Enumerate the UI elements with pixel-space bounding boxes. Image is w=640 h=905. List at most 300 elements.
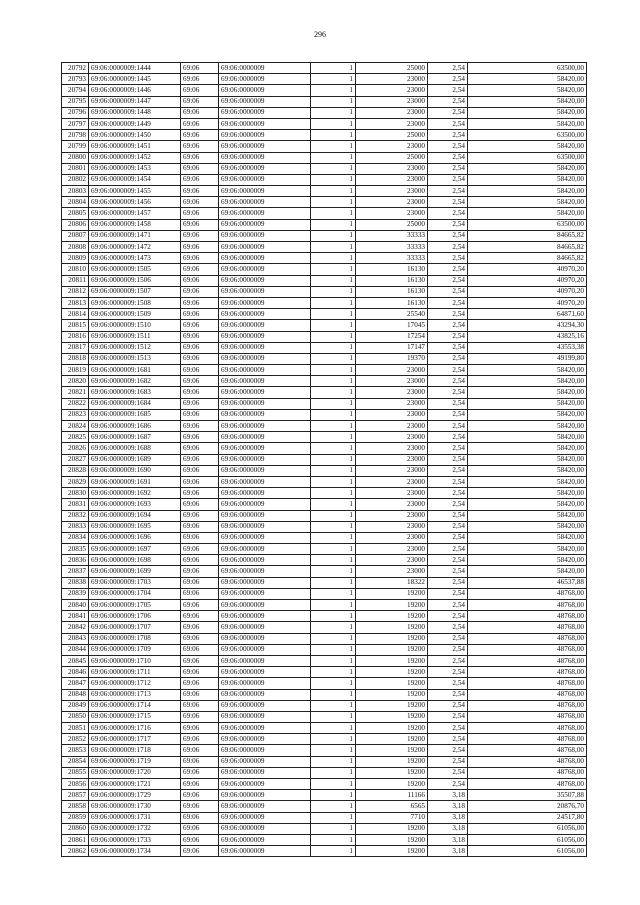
- table-row: [62, 655, 587, 666]
- block-code-cell: 69:06:0000009: [219, 96, 311, 107]
- table-row: [62, 421, 587, 432]
- table-row: [62, 711, 587, 722]
- block-code-cell: 69:06:0000009: [219, 387, 311, 398]
- row-number-cell: 20800: [62, 152, 89, 163]
- rate-cell: 2,54: [428, 510, 468, 521]
- district-code-cell: 69:06: [181, 96, 219, 107]
- quantity-cell: 1: [311, 174, 356, 185]
- row-number-cell: 20797: [62, 118, 89, 129]
- cadastral-number-cell: 69:06:0000009:1699: [89, 566, 181, 577]
- row-number-cell: 20852: [62, 734, 89, 745]
- district-code-cell: 69:06: [181, 734, 219, 745]
- cadastral-number-cell: 69:06:0000009:1681: [89, 365, 181, 376]
- cadastral-number-cell: 69:06:0000009:1714: [89, 700, 181, 711]
- cadastral-number-cell: 69:06:0000009:1711: [89, 667, 181, 678]
- row-number-cell: 20815: [62, 320, 89, 331]
- table-row: [62, 286, 587, 297]
- area-cell: 19200: [356, 622, 428, 633]
- row-number-cell: 20823: [62, 409, 89, 420]
- rate-cell: 3,18: [428, 790, 468, 801]
- value-cell: 58420,00: [468, 398, 587, 409]
- area-cell: 19200: [356, 700, 428, 711]
- quantity-cell: 1: [311, 655, 356, 666]
- value-cell: 48768,00: [468, 678, 587, 689]
- quantity-cell: 1: [311, 432, 356, 443]
- quantity-cell: 1: [311, 544, 356, 555]
- district-code-cell: 69:06: [181, 398, 219, 409]
- rate-cell: 2,54: [428, 767, 468, 778]
- row-number-cell: 20858: [62, 801, 89, 812]
- table-row: [62, 700, 587, 711]
- table-row: [62, 510, 587, 521]
- table-row: [62, 320, 587, 331]
- row-number-cell: 20825: [62, 432, 89, 443]
- cadastral-number-cell: 69:06:0000009:1457: [89, 208, 181, 219]
- row-number-cell: 20805: [62, 208, 89, 219]
- cadastral-number-cell: 69:06:0000009:1716: [89, 723, 181, 734]
- area-cell: 17254: [356, 331, 428, 342]
- block-code-cell: 69:06:0000009: [219, 521, 311, 532]
- value-cell: 46537,88: [468, 577, 587, 588]
- district-code-cell: 69:06: [181, 107, 219, 118]
- quantity-cell: 1: [311, 163, 356, 174]
- district-code-cell: 69:06: [181, 320, 219, 331]
- rate-cell: 2,54: [428, 387, 468, 398]
- district-code-cell: 69:06: [181, 85, 219, 96]
- rate-cell: 3,18: [428, 834, 468, 845]
- area-cell: 33333: [356, 242, 428, 253]
- block-code-cell: 69:06:0000009: [219, 74, 311, 85]
- table-row: [62, 63, 587, 74]
- table-row: [62, 566, 587, 577]
- area-cell: 23000: [356, 544, 428, 555]
- quantity-cell: 1: [311, 275, 356, 286]
- cadastral-number-cell: 69:06:0000009:1450: [89, 130, 181, 141]
- value-cell: 63500,00: [468, 219, 587, 230]
- cadastral-number-cell: 69:06:0000009:1710: [89, 655, 181, 666]
- row-number-cell: 20861: [62, 834, 89, 845]
- area-cell: 6565: [356, 801, 428, 812]
- table-row: [62, 309, 587, 320]
- district-code-cell: 69:06: [181, 342, 219, 353]
- area-cell: 23000: [356, 499, 428, 510]
- area-cell: 23000: [356, 85, 428, 96]
- rate-cell: 2,54: [428, 286, 468, 297]
- row-number-cell: 20860: [62, 823, 89, 834]
- block-code-cell: 69:06:0000009: [219, 611, 311, 622]
- cadastral-number-cell: 69:06:0000009:1720: [89, 767, 181, 778]
- rate-cell: 2,54: [428, 130, 468, 141]
- table-row: [62, 588, 587, 599]
- block-code-cell: 69:06:0000009: [219, 85, 311, 96]
- cadastral-number-cell: 69:06:0000009:1718: [89, 745, 181, 756]
- block-code-cell: 69:06:0000009: [219, 421, 311, 432]
- block-code-cell: 69:06:0000009: [219, 488, 311, 499]
- row-number-cell: 20831: [62, 499, 89, 510]
- value-cell: 58420,00: [468, 208, 587, 219]
- rate-cell: 2,54: [428, 723, 468, 734]
- area-cell: 23000: [356, 107, 428, 118]
- quantity-cell: 1: [311, 756, 356, 767]
- rate-cell: 2,54: [428, 365, 468, 376]
- block-code-cell: 69:06:0000009: [219, 264, 311, 275]
- area-cell: 19200: [356, 633, 428, 644]
- value-cell: 48768,00: [468, 667, 587, 678]
- block-code-cell: 69:06:0000009: [219, 723, 311, 734]
- table-row: [62, 521, 587, 532]
- cadastral-number-cell: 69:06:0000009:1712: [89, 678, 181, 689]
- row-number-cell: 20804: [62, 197, 89, 208]
- district-code-cell: 69:06: [181, 309, 219, 320]
- cadastral-number-cell: 69:06:0000009:1451: [89, 141, 181, 152]
- table-row: [62, 376, 587, 387]
- cadastral-number-cell: 69:06:0000009:1447: [89, 96, 181, 107]
- cadastral-number-cell: 69:06:0000009:1473: [89, 253, 181, 264]
- quantity-cell: 1: [311, 331, 356, 342]
- quantity-cell: 1: [311, 476, 356, 487]
- quantity-cell: 1: [311, 152, 356, 163]
- rate-cell: 2,54: [428, 600, 468, 611]
- district-code-cell: 69:06: [181, 521, 219, 532]
- table-row: [62, 152, 587, 163]
- block-code-cell: 69:06:0000009: [219, 331, 311, 342]
- area-cell: 19200: [356, 667, 428, 678]
- rate-cell: 2,54: [428, 85, 468, 96]
- rate-cell: 2,54: [428, 644, 468, 655]
- area-cell: 23000: [356, 208, 428, 219]
- cadastral-number-cell: 69:06:0000009:1472: [89, 242, 181, 253]
- area-cell: 17147: [356, 342, 428, 353]
- block-code-cell: 69:06:0000009: [219, 779, 311, 790]
- value-cell: 58420,00: [468, 432, 587, 443]
- rate-cell: 2,54: [428, 521, 468, 532]
- table-row: [62, 130, 587, 141]
- row-number-cell: 20841: [62, 611, 89, 622]
- row-number-cell: 20835: [62, 544, 89, 555]
- block-code-cell: 69:06:0000009: [219, 532, 311, 543]
- area-cell: 19200: [356, 745, 428, 756]
- table-row: [62, 141, 587, 152]
- rate-cell: 2,54: [428, 577, 468, 588]
- rate-cell: 2,54: [428, 454, 468, 465]
- cadastral-number-cell: 69:06:0000009:1456: [89, 197, 181, 208]
- rate-cell: 3,18: [428, 812, 468, 823]
- district-code-cell: 69:06: [181, 432, 219, 443]
- table-row: [62, 208, 587, 219]
- area-cell: 11166: [356, 790, 428, 801]
- value-cell: 58420,00: [468, 532, 587, 543]
- district-code-cell: 69:06: [181, 812, 219, 823]
- value-cell: 48768,00: [468, 655, 587, 666]
- block-code-cell: 69:06:0000009: [219, 297, 311, 308]
- block-code-cell: 69:06:0000009: [219, 812, 311, 823]
- row-number-cell: 20845: [62, 655, 89, 666]
- value-cell: 48768,00: [468, 633, 587, 644]
- rate-cell: 2,54: [428, 376, 468, 387]
- value-cell: 58420,00: [468, 163, 587, 174]
- area-cell: 23000: [356, 521, 428, 532]
- value-cell: 20876,70: [468, 801, 587, 812]
- quantity-cell: 1: [311, 264, 356, 275]
- area-cell: 23000: [356, 476, 428, 487]
- quantity-cell: 1: [311, 521, 356, 532]
- cadastral-number-cell: 69:06:0000009:1511: [89, 331, 181, 342]
- district-code-cell: 69:06: [181, 499, 219, 510]
- cadastral-number-cell: 69:06:0000009:1713: [89, 689, 181, 700]
- district-code-cell: 69:06: [181, 600, 219, 611]
- area-cell: 19200: [356, 834, 428, 845]
- cadastral-number-cell: 69:06:0000009:1695: [89, 521, 181, 532]
- rate-cell: 2,54: [428, 555, 468, 566]
- quantity-cell: 1: [311, 689, 356, 700]
- cadastral-number-cell: 69:06:0000009:1445: [89, 74, 181, 85]
- cadastral-number-cell: 69:06:0000009:1512: [89, 342, 181, 353]
- area-cell: 19200: [356, 734, 428, 745]
- rate-cell: 2,54: [428, 219, 468, 230]
- area-cell: 16130: [356, 297, 428, 308]
- table-row: [62, 499, 587, 510]
- block-code-cell: 69:06:0000009: [219, 141, 311, 152]
- block-code-cell: 69:06:0000009: [219, 566, 311, 577]
- value-cell: 48768,00: [468, 767, 587, 778]
- area-cell: 19200: [356, 689, 428, 700]
- quantity-cell: 1: [311, 790, 356, 801]
- quantity-cell: 1: [311, 242, 356, 253]
- district-code-cell: 69:06: [181, 544, 219, 555]
- area-cell: 23000: [356, 488, 428, 499]
- district-code-cell: 69:06: [181, 141, 219, 152]
- table-row: [62, 253, 587, 264]
- value-cell: 58420,00: [468, 376, 587, 387]
- block-code-cell: 69:06:0000009: [219, 342, 311, 353]
- value-cell: 58420,00: [468, 174, 587, 185]
- district-code-cell: 69:06: [181, 566, 219, 577]
- rate-cell: 2,54: [428, 689, 468, 700]
- district-code-cell: 69:06: [181, 443, 219, 454]
- area-cell: 23000: [356, 555, 428, 566]
- value-cell: 43294,30: [468, 320, 587, 331]
- district-code-cell: 69:06: [181, 376, 219, 387]
- area-cell: 23000: [356, 197, 428, 208]
- area-cell: 33333: [356, 230, 428, 241]
- rate-cell: 2,54: [428, 118, 468, 129]
- quantity-cell: 1: [311, 443, 356, 454]
- row-number-cell: 20813: [62, 297, 89, 308]
- table-row: [62, 85, 587, 96]
- value-cell: 43825,16: [468, 331, 587, 342]
- quantity-cell: 1: [311, 141, 356, 152]
- block-code-cell: 69:06:0000009: [219, 230, 311, 241]
- quantity-cell: 1: [311, 734, 356, 745]
- block-code-cell: 69:06:0000009: [219, 107, 311, 118]
- block-code-cell: 69:06:0000009: [219, 834, 311, 845]
- rate-cell: 2,54: [428, 186, 468, 197]
- rate-cell: 2,54: [428, 465, 468, 476]
- block-code-cell: 69:06:0000009: [219, 197, 311, 208]
- quantity-cell: 1: [311, 834, 356, 845]
- area-cell: 23000: [356, 566, 428, 577]
- value-cell: 49199,80: [468, 353, 587, 364]
- row-number-cell: 20844: [62, 644, 89, 655]
- cadastral-number-cell: 69:06:0000009:1730: [89, 801, 181, 812]
- table-row: [62, 723, 587, 734]
- quantity-cell: 1: [311, 409, 356, 420]
- area-cell: 7710: [356, 812, 428, 823]
- row-number-cell: 20830: [62, 488, 89, 499]
- row-number-cell: 20836: [62, 555, 89, 566]
- table-row: [62, 465, 587, 476]
- cadastral-number-cell: 69:06:0000009:1454: [89, 174, 181, 185]
- quantity-cell: 1: [311, 577, 356, 588]
- cadastral-number-cell: 69:06:0000009:1509: [89, 309, 181, 320]
- value-cell: 61056,00: [468, 823, 587, 834]
- quantity-cell: 1: [311, 186, 356, 197]
- table-row: [62, 577, 587, 588]
- district-code-cell: 69:06: [181, 286, 219, 297]
- district-code-cell: 69:06: [181, 186, 219, 197]
- block-code-cell: 69:06:0000009: [219, 409, 311, 420]
- value-cell: 48768,00: [468, 644, 587, 655]
- district-code-cell: 69:06: [181, 577, 219, 588]
- row-number-cell: 20862: [62, 846, 89, 857]
- quantity-cell: 1: [311, 611, 356, 622]
- row-number-cell: 20816: [62, 331, 89, 342]
- row-number-cell: 20811: [62, 275, 89, 286]
- value-cell: 48768,00: [468, 689, 587, 700]
- cadastral-number-cell: 69:06:0000009:1458: [89, 219, 181, 230]
- table-row: [62, 834, 587, 845]
- rate-cell: 2,54: [428, 700, 468, 711]
- value-cell: 48768,00: [468, 745, 587, 756]
- value-cell: 63500,00: [468, 130, 587, 141]
- block-code-cell: 69:06:0000009: [219, 790, 311, 801]
- rate-cell: 2,54: [428, 197, 468, 208]
- quantity-cell: 1: [311, 644, 356, 655]
- quantity-cell: 1: [311, 622, 356, 633]
- rate-cell: 2,54: [428, 253, 468, 264]
- table-row: [62, 823, 587, 834]
- cadastral-number-cell: 69:06:0000009:1689: [89, 454, 181, 465]
- cadastral-number-cell: 69:06:0000009:1449: [89, 118, 181, 129]
- cadastral-number-cell: 69:06:0000009:1709: [89, 644, 181, 655]
- block-code-cell: 69:06:0000009: [219, 353, 311, 364]
- rate-cell: 2,54: [428, 409, 468, 420]
- block-code-cell: 69:06:0000009: [219, 286, 311, 297]
- rate-cell: 2,54: [428, 667, 468, 678]
- row-number-cell: 20859: [62, 812, 89, 823]
- cadastral-number-cell: 69:06:0000009:1684: [89, 398, 181, 409]
- value-cell: 58420,00: [468, 141, 587, 152]
- table-row: [62, 555, 587, 566]
- cadastral-number-cell: 69:06:0000009:1719: [89, 756, 181, 767]
- rate-cell: 2,54: [428, 745, 468, 756]
- district-code-cell: 69:06: [181, 723, 219, 734]
- row-number-cell: 20792: [62, 63, 89, 74]
- block-code-cell: 69:06:0000009: [219, 63, 311, 74]
- table-row: [62, 812, 587, 823]
- row-number-cell: 20798: [62, 130, 89, 141]
- row-number-cell: 20857: [62, 790, 89, 801]
- row-number-cell: 20838: [62, 577, 89, 588]
- cadastral-number-cell: 69:06:0000009:1688: [89, 443, 181, 454]
- cadastral-number-cell: 69:06:0000009:1692: [89, 488, 181, 499]
- value-cell: 48768,00: [468, 600, 587, 611]
- row-number-cell: 20832: [62, 510, 89, 521]
- block-code-cell: 69:06:0000009: [219, 130, 311, 141]
- district-code-cell: 69:06: [181, 711, 219, 722]
- block-code-cell: 69:06:0000009: [219, 667, 311, 678]
- quantity-cell: 1: [311, 253, 356, 264]
- district-code-cell: 69:06: [181, 667, 219, 678]
- area-cell: 16130: [356, 275, 428, 286]
- value-cell: 40970,20: [468, 264, 587, 275]
- row-number-cell: 20806: [62, 219, 89, 230]
- table-row: [62, 219, 587, 230]
- row-number-cell: 20849: [62, 700, 89, 711]
- block-code-cell: 69:06:0000009: [219, 398, 311, 409]
- district-code-cell: 69:06: [181, 655, 219, 666]
- quantity-cell: 1: [311, 678, 356, 689]
- block-code-cell: 69:06:0000009: [219, 734, 311, 745]
- area-cell: 19200: [356, 678, 428, 689]
- value-cell: 40970,20: [468, 275, 587, 286]
- row-number-cell: 20855: [62, 767, 89, 778]
- quantity-cell: 1: [311, 197, 356, 208]
- area-cell: 23000: [356, 409, 428, 420]
- value-cell: 43553,38: [468, 342, 587, 353]
- table-row: [62, 409, 587, 420]
- rate-cell: 2,54: [428, 655, 468, 666]
- rate-cell: 2,54: [428, 398, 468, 409]
- quantity-cell: 1: [311, 555, 356, 566]
- rate-cell: 2,54: [428, 320, 468, 331]
- rate-cell: 2,54: [428, 342, 468, 353]
- rate-cell: 2,54: [428, 297, 468, 308]
- value-cell: 58420,00: [468, 510, 587, 521]
- district-code-cell: 69:06: [181, 488, 219, 499]
- value-cell: 48768,00: [468, 711, 587, 722]
- value-cell: 58420,00: [468, 365, 587, 376]
- cadastral-number-cell: 69:06:0000009:1734: [89, 846, 181, 857]
- quantity-cell: 1: [311, 711, 356, 722]
- value-cell: 84665,82: [468, 253, 587, 264]
- row-number-cell: 20807: [62, 230, 89, 241]
- row-number-cell: 20822: [62, 398, 89, 409]
- value-cell: 58420,00: [468, 197, 587, 208]
- rate-cell: 2,54: [428, 544, 468, 555]
- cadastral-number-cell: 69:06:0000009:1513: [89, 353, 181, 364]
- row-number-cell: 20834: [62, 532, 89, 543]
- row-number-cell: 20793: [62, 74, 89, 85]
- area-cell: 25000: [356, 63, 428, 74]
- quantity-cell: 1: [311, 118, 356, 129]
- row-number-cell: 20818: [62, 353, 89, 364]
- block-code-cell: 69:06:0000009: [219, 756, 311, 767]
- cadastral-number-cell: 69:06:0000009:1687: [89, 432, 181, 443]
- area-cell: 19200: [356, 600, 428, 611]
- value-cell: 64871,60: [468, 309, 587, 320]
- district-code-cell: 69:06: [181, 779, 219, 790]
- block-code-cell: 69:06:0000009: [219, 186, 311, 197]
- cadastral-number-cell: 69:06:0000009:1705: [89, 600, 181, 611]
- value-cell: 63500,00: [468, 63, 587, 74]
- block-code-cell: 69:06:0000009: [219, 219, 311, 230]
- district-code-cell: 69:06: [181, 756, 219, 767]
- cadastral-number-cell: 69:06:0000009:1690: [89, 465, 181, 476]
- table-row: [62, 387, 587, 398]
- area-cell: 23000: [356, 465, 428, 476]
- table-row: [62, 342, 587, 353]
